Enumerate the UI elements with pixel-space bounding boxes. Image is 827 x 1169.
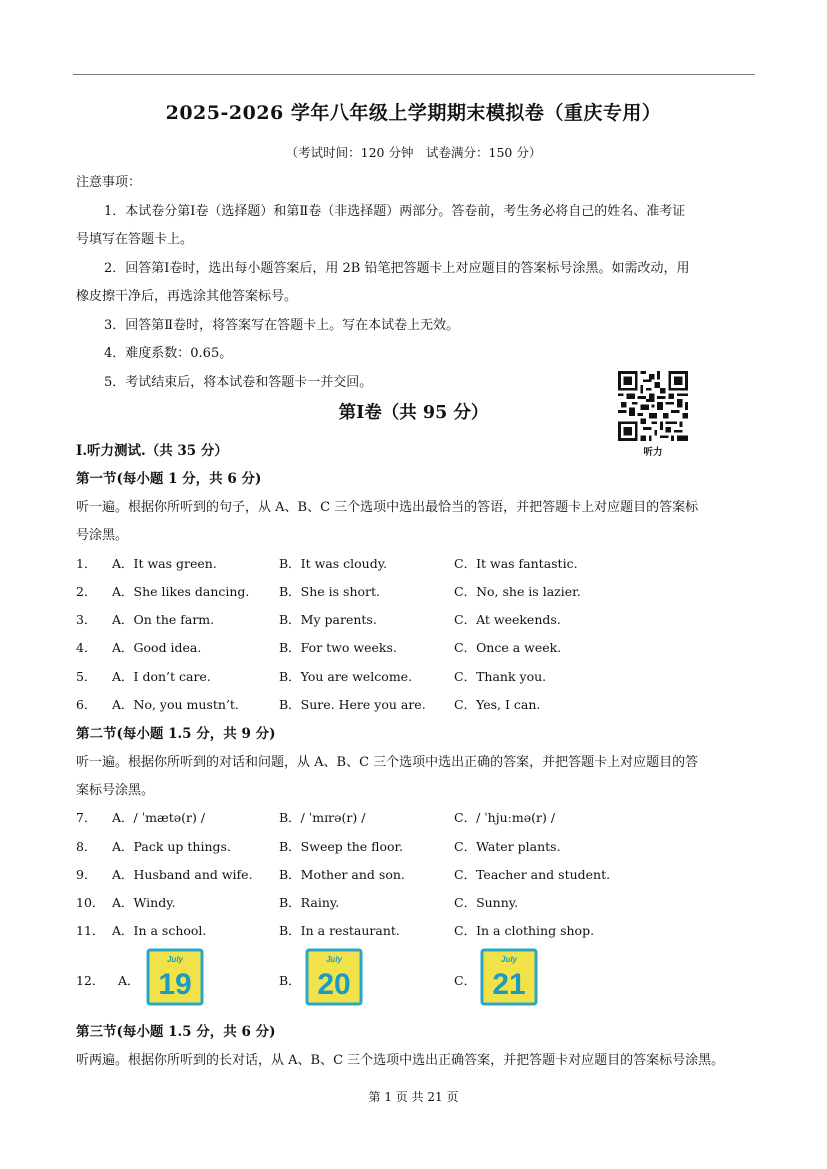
question-number: 3． xyxy=(76,612,97,627)
note-line-4: 4．难度系数：0.65。 xyxy=(104,346,233,361)
option-a: A．She likes dancing. xyxy=(112,584,250,599)
section1-heading: 第一节(每小题 1 分，共 6 分) xyxy=(76,471,262,487)
option-b: B．She is short. xyxy=(279,584,381,599)
calendar-icon xyxy=(146,948,204,1006)
option-a: A． xyxy=(118,973,140,988)
option-b: B． xyxy=(279,973,301,988)
question-number: 11． xyxy=(76,923,105,938)
option-b: B．My parents. xyxy=(279,612,377,627)
question-number: 10． xyxy=(76,895,105,910)
option-a: A．No, you mustn’t. xyxy=(112,697,239,712)
question-number: 8． xyxy=(76,839,97,854)
note-line-5: 5．考试结束后，将本试卷和答题卡一并交回。 xyxy=(104,375,373,390)
question-number: 5． xyxy=(76,669,97,684)
option-b: B．Sure. Here you are. xyxy=(279,697,426,712)
option-c: C．Sunny. xyxy=(454,895,519,910)
option-a: A．Husband and wife. xyxy=(112,867,253,882)
option-b: B．In a restaurant. xyxy=(279,923,400,938)
section1-instruction-cont: 号涂黑。 xyxy=(76,528,129,543)
option-b: B．/ ˈmɪrə(r) / xyxy=(279,810,366,825)
note-line-1: 1．本试卷分第Ⅰ卷（选择题）和第Ⅱ卷（非选择题）两部分。答卷前，考生务必将自己的姓名、准考证 xyxy=(104,204,686,219)
exam-info: （考试时间：120 分钟 试卷满分：150 分） xyxy=(285,145,542,160)
calendar-icon xyxy=(480,948,538,1006)
calendar-month: July xyxy=(500,955,518,964)
option-c: C．At weekends. xyxy=(454,612,561,627)
page-number: 第 1 页 共 21 页 xyxy=(368,1090,459,1104)
option-b: B．Sweep the floor. xyxy=(279,839,404,854)
option-c: C．It was fantastic. xyxy=(454,556,578,571)
section2-heading: 第二节(每小题 1.5 分，共 9 分) xyxy=(76,726,276,742)
part-one-title: 第Ⅰ卷（共 95 分） xyxy=(338,403,489,423)
option-c: C．Yes, I can. xyxy=(454,697,541,712)
option-a: A．In a school. xyxy=(112,923,207,938)
note-line-1-cont: 号填写在答题卡上。 xyxy=(76,232,194,247)
note-line-2-cont: 橡皮擦干净后，再选涂其他答案标号。 xyxy=(76,289,298,304)
option-c: C．Once a week. xyxy=(454,640,562,655)
option-b: B．Mother and son. xyxy=(279,867,405,882)
qr-code-icon[interactable] xyxy=(618,371,688,441)
option-c: C．Teacher and student. xyxy=(454,867,611,882)
question-number: 2． xyxy=(76,584,97,599)
calendar-day: 19 xyxy=(158,968,192,1001)
calendar-day: 20 xyxy=(317,968,351,1001)
option-c: C．Thank you. xyxy=(454,669,547,684)
section1-instruction: 听一遍。根据你所听到的句子，从 A、B、C 三个选项中选出最恰当的答语，并把答题卡上对应题目的答案标 xyxy=(76,500,699,515)
notes-heading: 注意事项： xyxy=(76,175,142,190)
option-a: A．/ ˈmætə(r) / xyxy=(112,810,206,825)
option-a: A．Windy. xyxy=(112,895,176,910)
option-a: A．On the farm. xyxy=(112,612,215,627)
calendar-month: July xyxy=(166,955,184,964)
note-line-2: 2．回答第Ⅰ卷时，选出每小题答案后，用 2B 铅笔把答题卡上对应题目的答案标号涂黑。如需改动，用 xyxy=(104,261,690,276)
option-a: A．Good idea. xyxy=(112,640,202,655)
option-c: C．In a clothing shop. xyxy=(454,923,595,938)
option-c: C．Water plants. xyxy=(454,839,561,854)
option-a: A．It was green. xyxy=(112,556,217,571)
option-c: C．/ ˈhjuːmə(r) / xyxy=(454,810,556,825)
option-b: B．For two weeks. xyxy=(279,640,397,655)
note-line-3: 3．回答第Ⅱ卷时，将答案写在答题卡上。写在本试卷上无效。 xyxy=(104,318,460,333)
question-number: 9． xyxy=(76,867,97,882)
question-number: 7． xyxy=(76,810,97,825)
header-rule xyxy=(73,74,755,75)
calendar-icon xyxy=(305,948,363,1006)
option-b: B．It was cloudy. xyxy=(279,556,388,571)
option-c: C．No, she is lazier. xyxy=(454,584,581,599)
question-number: 4． xyxy=(76,640,97,655)
question-number: 1． xyxy=(76,556,97,571)
option-b: B．You are welcome. xyxy=(279,669,413,684)
section3-heading: 第三节(每小题 1.5 分，共 6 分) xyxy=(76,1024,276,1040)
qr-label: 听力 xyxy=(643,447,663,458)
listening-heading: Ⅰ.听力测试.（共 35 分） xyxy=(76,443,228,459)
calendar-day: 21 xyxy=(492,968,526,1001)
calendar-month: July xyxy=(325,955,343,964)
question-number: 12． xyxy=(76,973,105,988)
option-a: A．Pack up things. xyxy=(112,839,231,854)
section2-instruction: 听一遍。根据你所听到的对话和问题，从 A、B、C 三个选项中选出正确的答案，并把答题卡上对应题目的答 xyxy=(76,755,699,770)
question-number: 6． xyxy=(76,697,97,712)
option-c: C． xyxy=(454,973,477,988)
option-a: A．I don’t care. xyxy=(112,669,211,684)
page-title: 2025-2026 学年八年级上学期期末模拟卷（重庆专用） xyxy=(165,102,662,124)
option-b: B．Rainy. xyxy=(279,895,340,910)
section3-instruction: 听两遍。根据你所听到的长对话，从 A、B、C 三个选项中选出正确答案，并把答题卡对应题目的答案标号涂黑。 xyxy=(76,1053,725,1068)
section2-instruction-cont: 案标号涂黑。 xyxy=(76,783,155,798)
